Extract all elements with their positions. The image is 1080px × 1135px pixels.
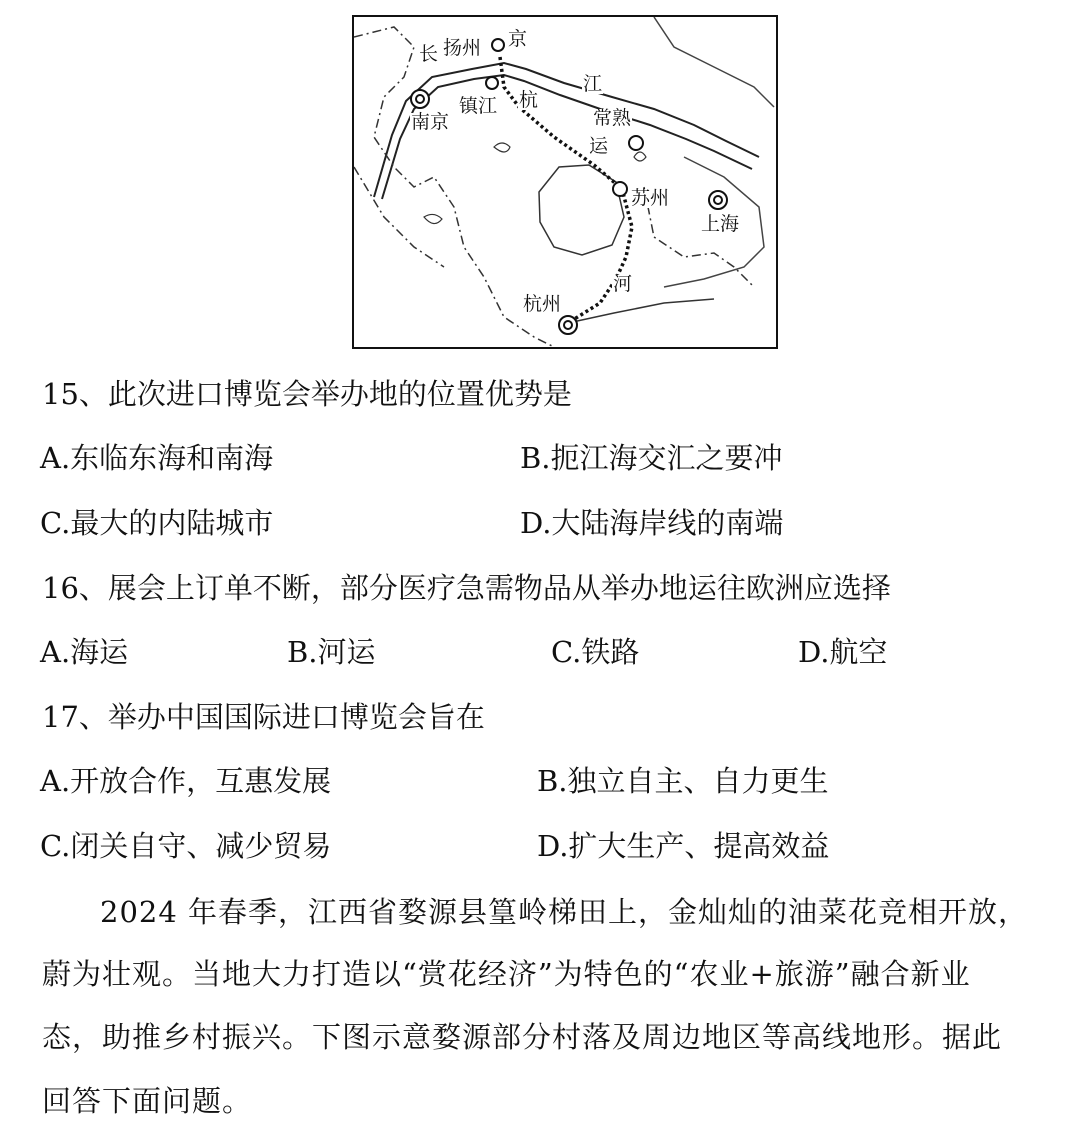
q16-option-b: B.河运 [287, 635, 376, 669]
map-label-suzhou: 苏州 [631, 187, 670, 209]
q15-option-b: B.扼江海交汇之要冲 [520, 441, 783, 475]
passage-line-2: 蔚为壮观。当地大力打造以“赏花经济”为特色的“农业+旅游”融合新业 [42, 957, 971, 991]
q17-option-d: D.扩大生产、提高效益 [537, 829, 830, 863]
question-17-stem: 17、举办中国国际进口博览会旨在 [42, 700, 485, 734]
lake-small-2 [424, 214, 442, 223]
map-label-jiang: 江 [583, 73, 603, 95]
q17-option-a: A.开放合作，互惠发展 [40, 764, 332, 798]
lake-small-1 [494, 143, 510, 152]
map-label-changshu: 常熟 [593, 107, 632, 129]
q15-option-a: A.东临东海和南海 [40, 441, 274, 475]
q15-option-d: D.大陆海岸线的南端 [520, 506, 784, 540]
q16-option-c: C.铁路 [551, 635, 640, 669]
city-marker-zhenjiang [486, 77, 498, 89]
passage-line-1: 2024 年春季，江西省婺源县篁岭梯田上，金灿灿的油菜花竞相开放， [100, 895, 1029, 929]
taihu-lake [539, 165, 624, 255]
map-label-yun: 运 [589, 135, 609, 157]
map-drawing [354, 17, 776, 347]
map-label-nanjing: 南京 [411, 111, 450, 133]
map-label-hangzhou: 杭州 [523, 293, 562, 315]
q17-option-c: C.闭关自守、减少贸易 [40, 829, 332, 863]
city-marker-changshu [629, 136, 643, 150]
map-label-jing: 京 [508, 28, 528, 50]
question-16-stem: 16、展会上订单不断，部分医疗急需物品从举办地运往欧洲应选择 [42, 571, 891, 605]
passage-line-4: 回答下面问题。 [42, 1084, 253, 1118]
passage-line-3: 态，助推乡村振兴。下图示意婺源部分村落及周边地区等高线地形。据此 [42, 1020, 1003, 1054]
city-marker-suzhou [613, 182, 627, 196]
q16-option-d: D.航空 [798, 635, 888, 669]
yangtze-south-bank [382, 75, 752, 199]
q17-option-b: B.独立自主、自力更生 [537, 764, 829, 798]
q15-option-c: C.最大的内陆城市 [40, 506, 274, 540]
question-15-stem: 15、此次进口博览会举办地的位置优势是 [42, 377, 572, 411]
q16-option-a: A.海运 [40, 635, 129, 669]
map-figure [352, 15, 778, 349]
city-marker-nanjing [411, 90, 429, 108]
city-marker-yangzhou [492, 39, 504, 51]
lake-small-3 [634, 152, 646, 161]
city-marker-hangzhou [559, 316, 577, 334]
city-marker-shanghai [709, 191, 727, 209]
coastline [654, 17, 774, 107]
province-boundary-3 [354, 167, 444, 267]
map-label-he: 河 [613, 273, 633, 295]
map-label-hang-canal: 杭 [519, 89, 539, 111]
map-label-chang: 长 [419, 43, 439, 65]
map-label-shanghai: 上海 [701, 213, 740, 235]
map-label-yangzhou: 扬州 [443, 37, 482, 59]
qiantang-river [568, 299, 714, 323]
map-label-zhenjiang: 镇江 [459, 95, 498, 117]
